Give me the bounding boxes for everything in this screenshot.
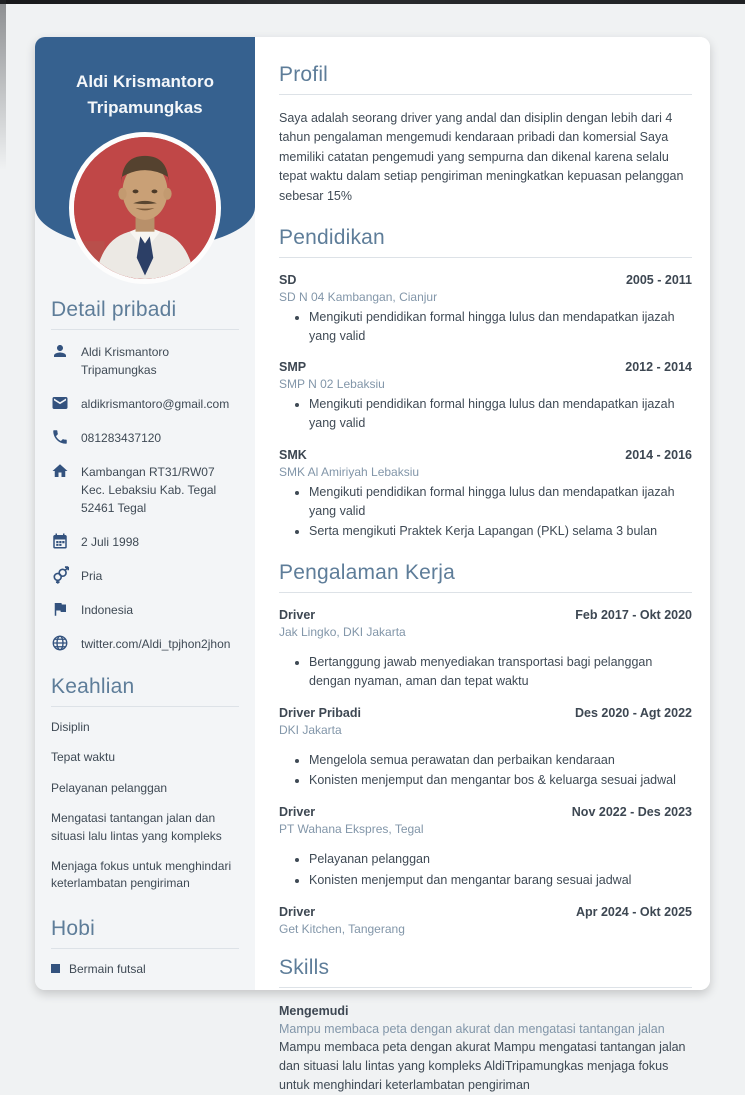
skills-heading: Skills bbox=[279, 955, 330, 979]
photo-left-edge bbox=[0, 0, 6, 170]
education-institution: SMP N 02 Lebaksiu bbox=[279, 377, 385, 392]
email-icon bbox=[51, 394, 69, 412]
work-entry bbox=[279, 706, 692, 791]
hobi-section bbox=[35, 917, 255, 976]
skills-section bbox=[279, 956, 692, 1095]
keahlian-item: Pelayanan pelanggan bbox=[51, 780, 168, 795]
detail-item-name bbox=[51, 342, 239, 379]
education-period: 2014 - 2016 bbox=[625, 447, 692, 462]
education-entry bbox=[279, 360, 692, 433]
work-bullet: • Mengelola semua perawatan dan perbaikan kendaraan bbox=[309, 751, 692, 770]
gender-icon bbox=[51, 566, 69, 584]
sidebar bbox=[35, 37, 255, 990]
keahlian-item: Disiplin bbox=[51, 720, 90, 734]
divider bbox=[279, 94, 692, 95]
detail-website-text: twitter.com/Aldi_tpjhon2jhon bbox=[81, 637, 231, 651]
work-title: Driver bbox=[279, 904, 316, 919]
pendidikan-heading: Pendidikan bbox=[279, 225, 385, 249]
work-company: Jak Lingko, DKI Jakarta bbox=[279, 625, 406, 640]
divider bbox=[51, 329, 239, 330]
keahlian-list bbox=[51, 719, 239, 893]
square-bullet-icon bbox=[51, 964, 60, 973]
detail-birthdate-text: 2 Juli 1998 bbox=[81, 535, 140, 549]
work-title: Driver Pribadi bbox=[279, 705, 361, 720]
detail-item-address bbox=[51, 462, 239, 517]
calendar-icon bbox=[51, 532, 69, 550]
education-title: SMK bbox=[279, 447, 307, 462]
keahlian-item: Mengatasi tantangan jalan dan situasi lalu lintas yang kompleks bbox=[51, 811, 222, 843]
person-icon bbox=[51, 342, 69, 360]
hobi-heading: Hobi bbox=[51, 916, 95, 940]
education-title: SMP bbox=[279, 360, 307, 375]
work-entry bbox=[279, 905, 692, 936]
profil-heading: Profil bbox=[279, 63, 329, 86]
detail-pribadi-section bbox=[35, 298, 255, 653]
education-bullet: • Serta mengikuti Praktek Kerja Lapangan (PKL) selama 3 bulan bbox=[309, 522, 692, 541]
work-period: Nov 2022 - Des 2023 bbox=[571, 805, 692, 820]
skills-description-light: Mampu membaca peta dengan akurat dan mengatasi tantangan jalan bbox=[279, 1021, 665, 1036]
divider bbox=[279, 257, 692, 258]
detail-item-gender bbox=[51, 566, 239, 585]
profil-text: Saya adalah seorang driver yang andal dan disiplin dengan lebih dari 4 tahun pengalaman mengemudi kendaraan pribadi dan komersial Saya memiliki catatan pengemudi yang sempurna dan dikenal karena selalu tepat waktu dalam setiap pengiriman meningkatkan kepuasan pelanggan sebesar 15% bbox=[279, 111, 684, 203]
work-title: Driver bbox=[279, 805, 316, 820]
work-period: Feb 2017 - Okt 2020 bbox=[575, 608, 692, 623]
work-bullet: • Konisten menjemput dan mengantar barang sesuai jadwal bbox=[309, 871, 692, 890]
education-period: 2005 - 2011 bbox=[625, 272, 692, 287]
work-company: Get Kitchen, Tangerang bbox=[279, 921, 405, 936]
divider bbox=[279, 987, 692, 988]
education-bullet: • Mengikuti pendidikan formal hingga lulus dan mendapatkan ijazah yang valid bbox=[309, 308, 692, 346]
education-period: 2012 - 2014 bbox=[625, 360, 692, 375]
pengalaman-heading: Pengalaman Kerja bbox=[279, 561, 455, 585]
hobi-item-text: Bermain futsal bbox=[69, 961, 146, 976]
flag-icon bbox=[51, 600, 69, 618]
pengalaman-section bbox=[279, 561, 692, 936]
keahlian-item: Tepat waktu bbox=[51, 750, 116, 765]
work-company: PT Wahana Ekspres, Tegal bbox=[279, 822, 424, 837]
resume-card bbox=[35, 37, 710, 1092]
profile-photo-illustration bbox=[74, 137, 216, 279]
detail-nationality-text: Indonesia bbox=[81, 603, 134, 617]
work-entry bbox=[279, 608, 692, 691]
divider bbox=[51, 948, 239, 949]
keahlian-heading: Keahlian bbox=[51, 675, 135, 698]
detail-list bbox=[51, 342, 239, 653]
education-institution: SMK Al Amiriyah Lebaksiu bbox=[279, 464, 420, 479]
phone-icon bbox=[51, 428, 69, 446]
work-bullet: • Konisten menjemput dan mengantar bos & keluarga sesuai jadwal bbox=[309, 771, 692, 790]
education-title: SD bbox=[279, 272, 297, 287]
home-icon bbox=[51, 462, 69, 480]
detail-address-text: Kambangan RT31/RW07 Kec. Lebaksiu Kab. Tegal 52461 Tegal bbox=[81, 465, 217, 515]
candidate-name: Aldi Krismantoro Tripamungkas bbox=[76, 72, 214, 117]
detail-email-text: aldikrismantoro@gmail.com bbox=[81, 397, 230, 411]
detail-item-email bbox=[51, 394, 239, 413]
main-content bbox=[255, 37, 710, 1092]
education-bullet: • Mengikuti pendidikan formal hingga lulus dan mendapatkan ijazah yang valid bbox=[309, 483, 692, 521]
profil-section bbox=[279, 63, 692, 206]
profile-photo bbox=[69, 132, 221, 284]
skills-description-dark: Mampu membaca peta dengan akurat Mampu mengatasi tantangan jalan dan situasi lalu lintas yang kompleks AldiTripamungkas menjaga fokus untuk menghindari keterlambatan pengiriman bbox=[279, 1040, 686, 1092]
detail-item-website bbox=[51, 634, 239, 653]
work-entry bbox=[279, 805, 692, 890]
detail-pribadi-heading: Detail pribadi bbox=[51, 298, 177, 321]
work-bullet: • Pelayanan pelanggan bbox=[309, 850, 692, 869]
detail-item-nationality bbox=[51, 600, 239, 619]
education-bullet: • Mengikuti pendidikan formal hingga lulus dan mendapatkan ijazah yang valid bbox=[309, 395, 692, 433]
detail-gender-text: Pria bbox=[81, 569, 103, 583]
keahlian-section bbox=[35, 675, 255, 893]
work-period: Apr 2024 - Okt 2025 bbox=[575, 904, 692, 919]
detail-item-birthdate bbox=[51, 532, 239, 551]
education-institution: SD N 04 Kambangan, Cianjur bbox=[279, 289, 438, 304]
globe-icon bbox=[51, 634, 69, 652]
education-entry bbox=[279, 448, 692, 541]
pendidikan-section bbox=[279, 226, 692, 541]
work-bullet: • Bertanggung jawab menyediakan transportasi bagi pelanggan dengan nyaman, aman dan tepat waktu bbox=[309, 653, 692, 691]
photo-top-edge bbox=[0, 0, 745, 4]
hobi-item bbox=[51, 962, 239, 976]
work-title: Driver bbox=[279, 608, 316, 623]
divider bbox=[279, 592, 692, 593]
detail-phone-text: 081283437120 bbox=[81, 431, 162, 445]
detail-name-text: Aldi Krismantoro Tripamungkas bbox=[81, 345, 170, 377]
skills-item-title: Mengemudi bbox=[279, 1003, 349, 1018]
keahlian-item: Menjaga fokus untuk menghindari keterlambatan pengiriman bbox=[51, 858, 232, 891]
work-company: DKI Jakarta bbox=[279, 722, 342, 737]
work-period: Des 2020 - Agt 2022 bbox=[575, 705, 692, 720]
detail-item-phone bbox=[51, 428, 239, 447]
divider bbox=[51, 706, 239, 707]
education-entry bbox=[279, 273, 692, 346]
